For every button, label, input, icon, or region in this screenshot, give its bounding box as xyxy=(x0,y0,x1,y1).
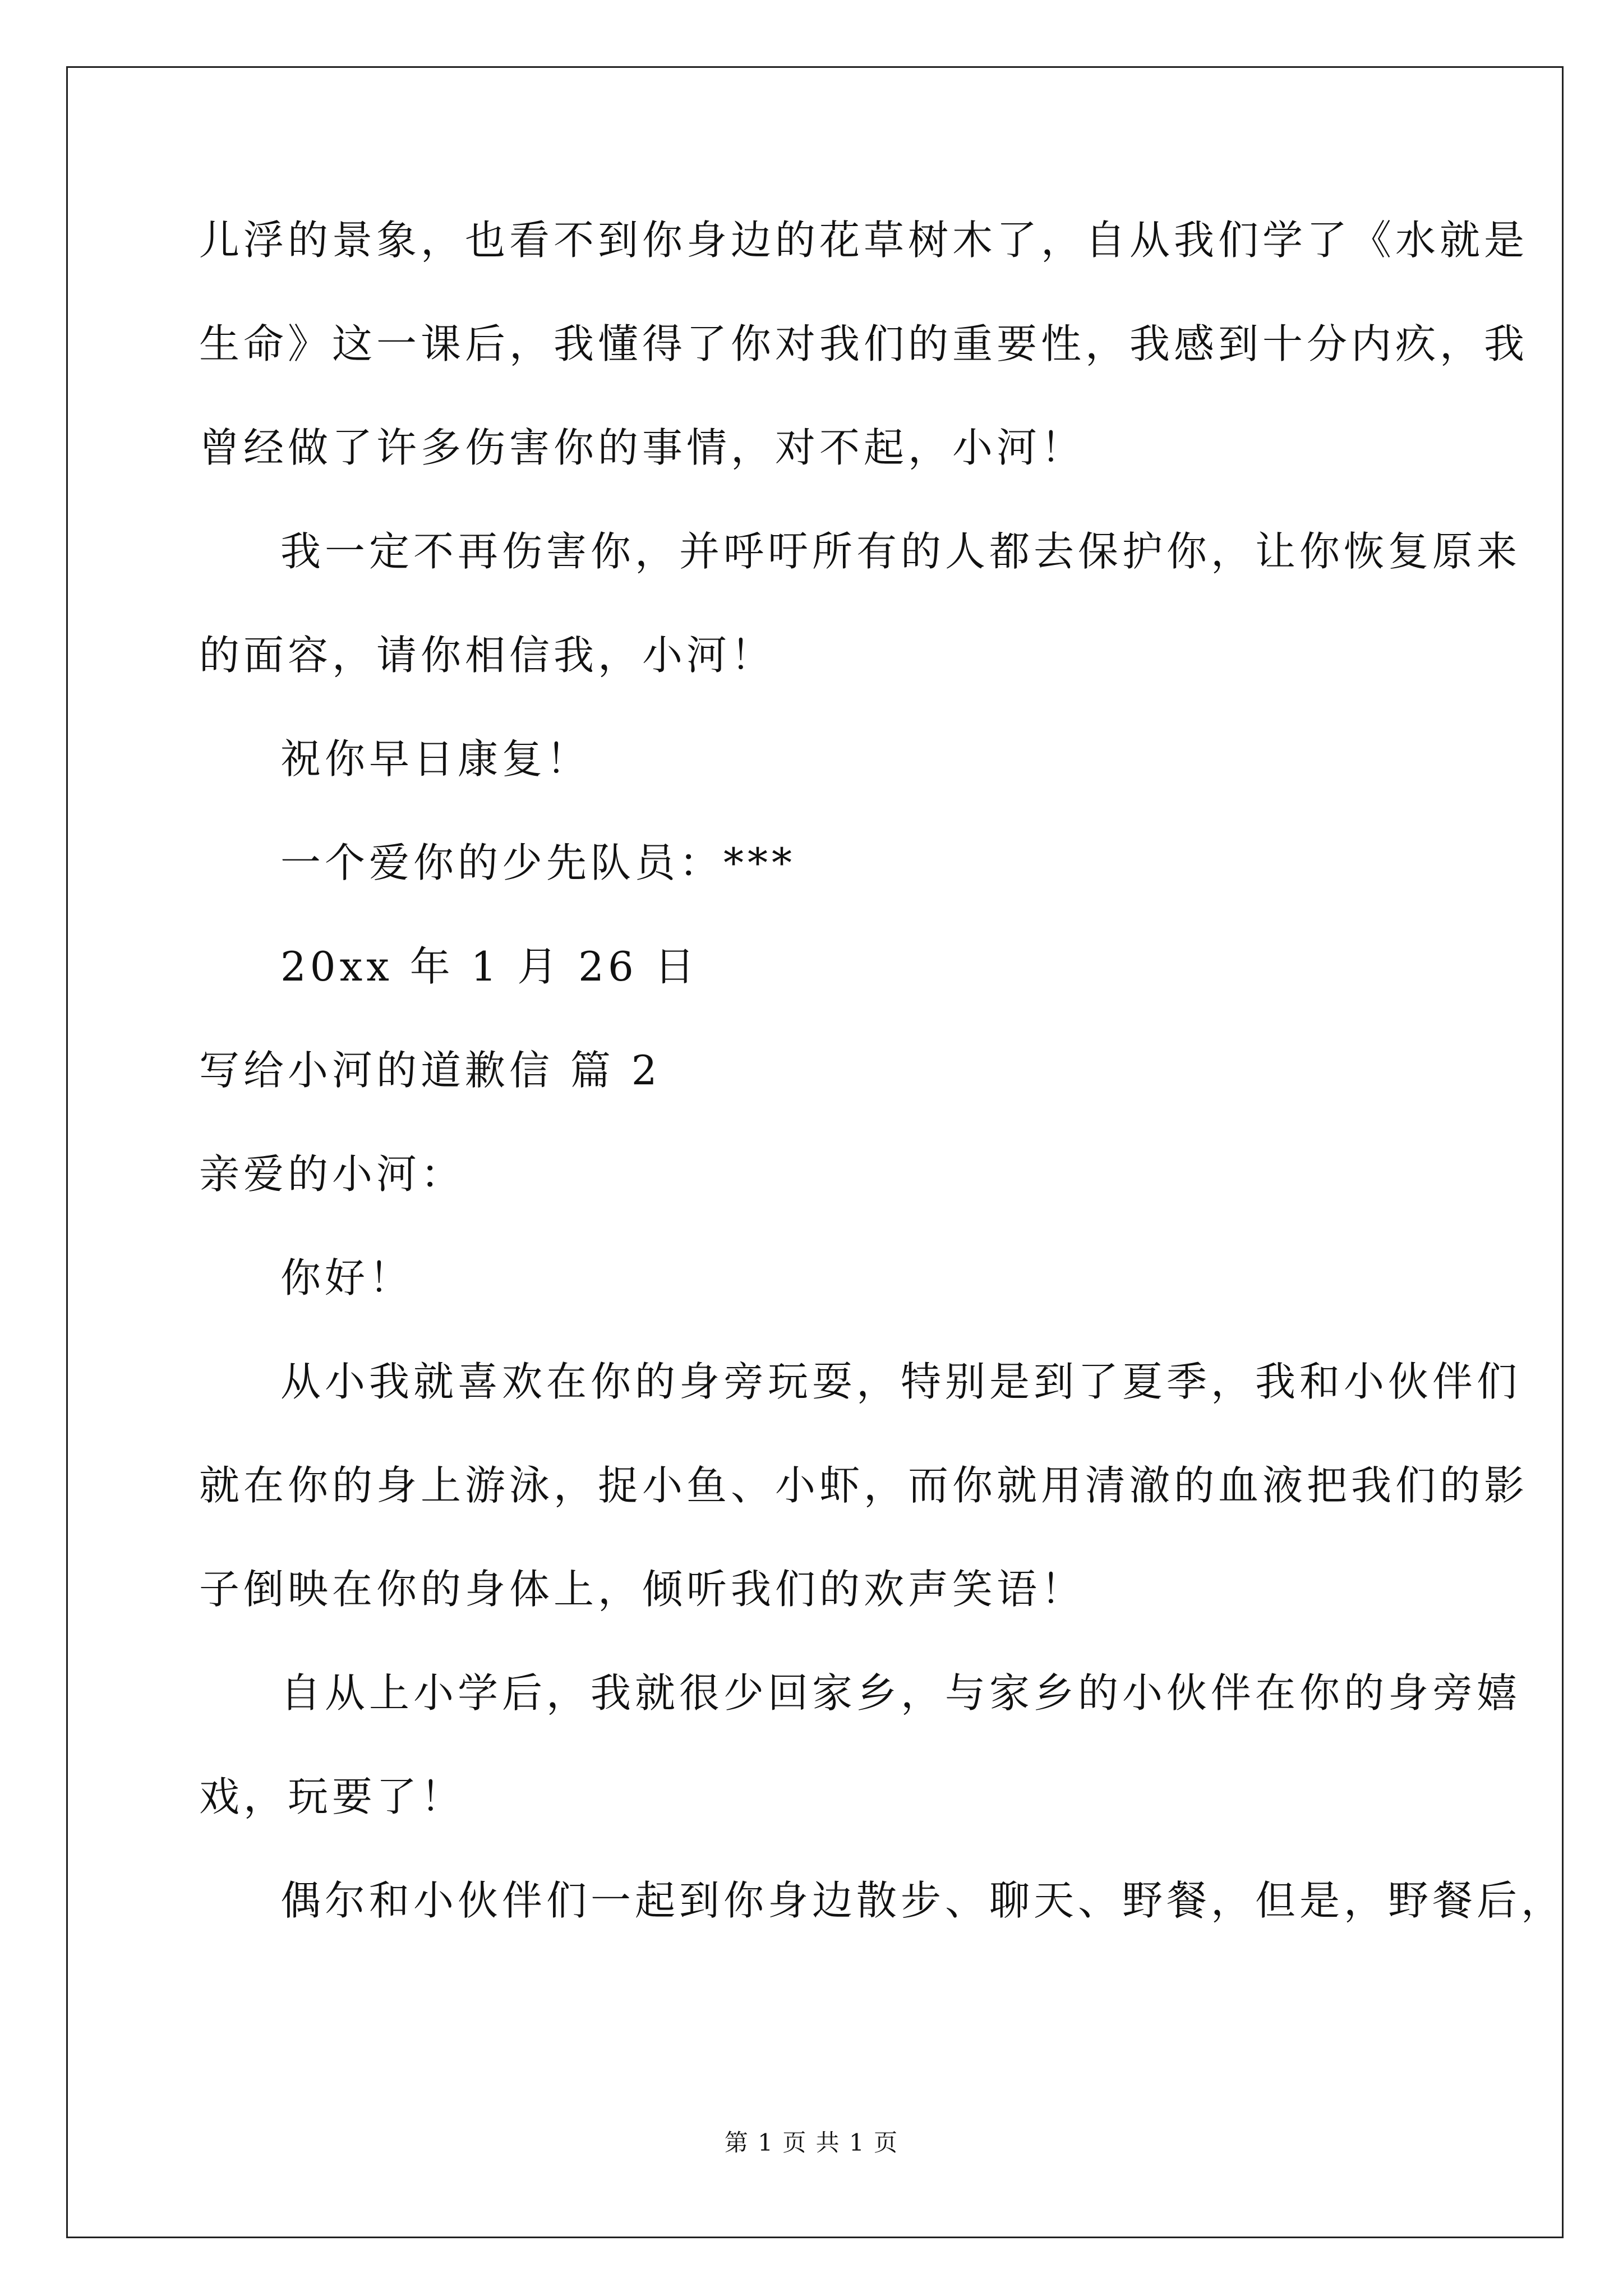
paragraph-line: 我一定不再伤害你，并呼吁所有的人都去保护你，让你恢复原来 xyxy=(280,528,1521,575)
page-footer: 第 1 页 共 1 页 xyxy=(724,2129,899,2156)
paragraph-line: 儿浮的景象，也看不到你身边的花草树木了，自从我们学了《水就是 xyxy=(199,217,1529,264)
paragraph-line: 就在你的身上游泳，捉小鱼、小虾，而你就用清澈的血液把我们的影 xyxy=(199,1462,1529,1509)
paragraph-line: 戏，玩要了！ xyxy=(199,1773,465,1820)
closing-wish: 祝你早日康复！ xyxy=(280,735,591,783)
paragraph-line: 生命》这一课后，我懂得了你对我们的重要性，我感到十分内疚，我 xyxy=(199,320,1529,367)
paragraph-line: 曾经做了许多伤害你的事情，对不起，小河！ xyxy=(199,424,1086,471)
paragraph-line: 子倒映在你的身体上，倾听我们的欢声笑语！ xyxy=(199,1566,1086,1613)
paragraph-line: 从小我就喜欢在你的身旁玩耍，特别是到了夏季，我和小伙伴们 xyxy=(280,1358,1521,1405)
section-title: 写给小河的道歉信 篇 2 xyxy=(199,1047,661,1094)
paragraph-line: 自从上小学后，我就很少回家乡，与家乡的小伙伴在你的身旁嬉 xyxy=(280,1669,1521,1717)
date-line: 20xx 年 1 月 26 日 xyxy=(280,943,699,990)
signature-line: 一个爱你的少先队员：*** xyxy=(280,839,796,886)
salutation: 亲爱的小河： xyxy=(199,1151,465,1198)
greeting: 你好！ xyxy=(280,1254,414,1301)
paragraph-line: 的面容，请你相信我，小河！ xyxy=(199,632,776,679)
paragraph-line: 偶尔和小伙伴们一起到你身边散步、聊天、野餐，但是，野餐后， xyxy=(280,1877,1566,1924)
